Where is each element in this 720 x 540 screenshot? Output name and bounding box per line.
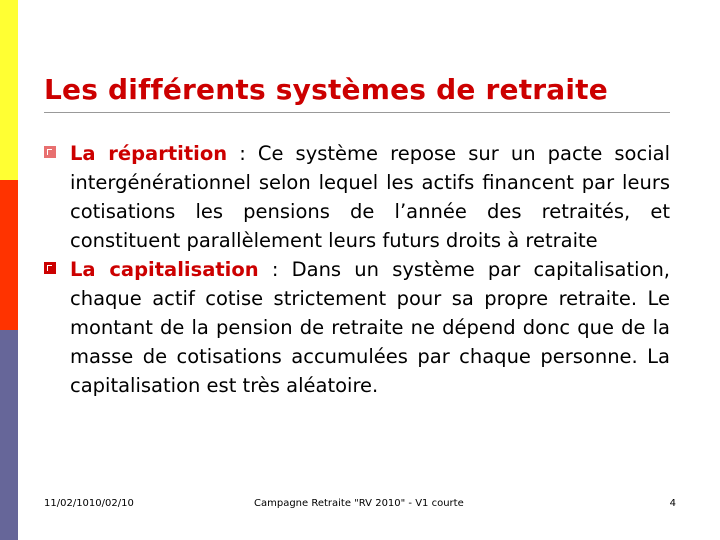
bullet-term: La capitalisation: [70, 258, 259, 281]
bullet-text: : Dans un système par capitalisation, chaque actif cotise strictement pour sa propre retraite. Le montant de la pension de retraite ne dépend donc que de la masse de cotisations accumulées par chaque personne. La capitalisation est très aléatoire.: [70, 258, 670, 397]
footer-date: 11/02/1010/02/10: [44, 498, 134, 509]
side-bar-red: [0, 180, 18, 330]
square-bullet-icon: [44, 262, 56, 274]
page-number: 4: [669, 498, 676, 509]
bullet-item-repartition: [44, 139, 670, 255]
bullet-text: : Ce système repose sur un pacte social intergénérationnel selon lequel les actifs financent par leurs cotisations les pensions de l’année des retraités, et constituent parallèlement leurs futurs droits à retraite: [70, 142, 670, 252]
slide-title: Les différents systèmes de retraite: [44, 73, 608, 106]
side-bar-purple: [0, 330, 18, 540]
title-divider: [44, 112, 670, 113]
footer-title: Campagne Retraite "RV 2010" - V1 courte: [254, 498, 464, 509]
bullet-item-capitalisation: [44, 255, 670, 400]
side-bar-yellow: [0, 0, 18, 180]
bullet-term: La répartition: [70, 142, 228, 165]
bullet-list: [44, 139, 670, 400]
square-bullet-icon: [44, 146, 56, 158]
